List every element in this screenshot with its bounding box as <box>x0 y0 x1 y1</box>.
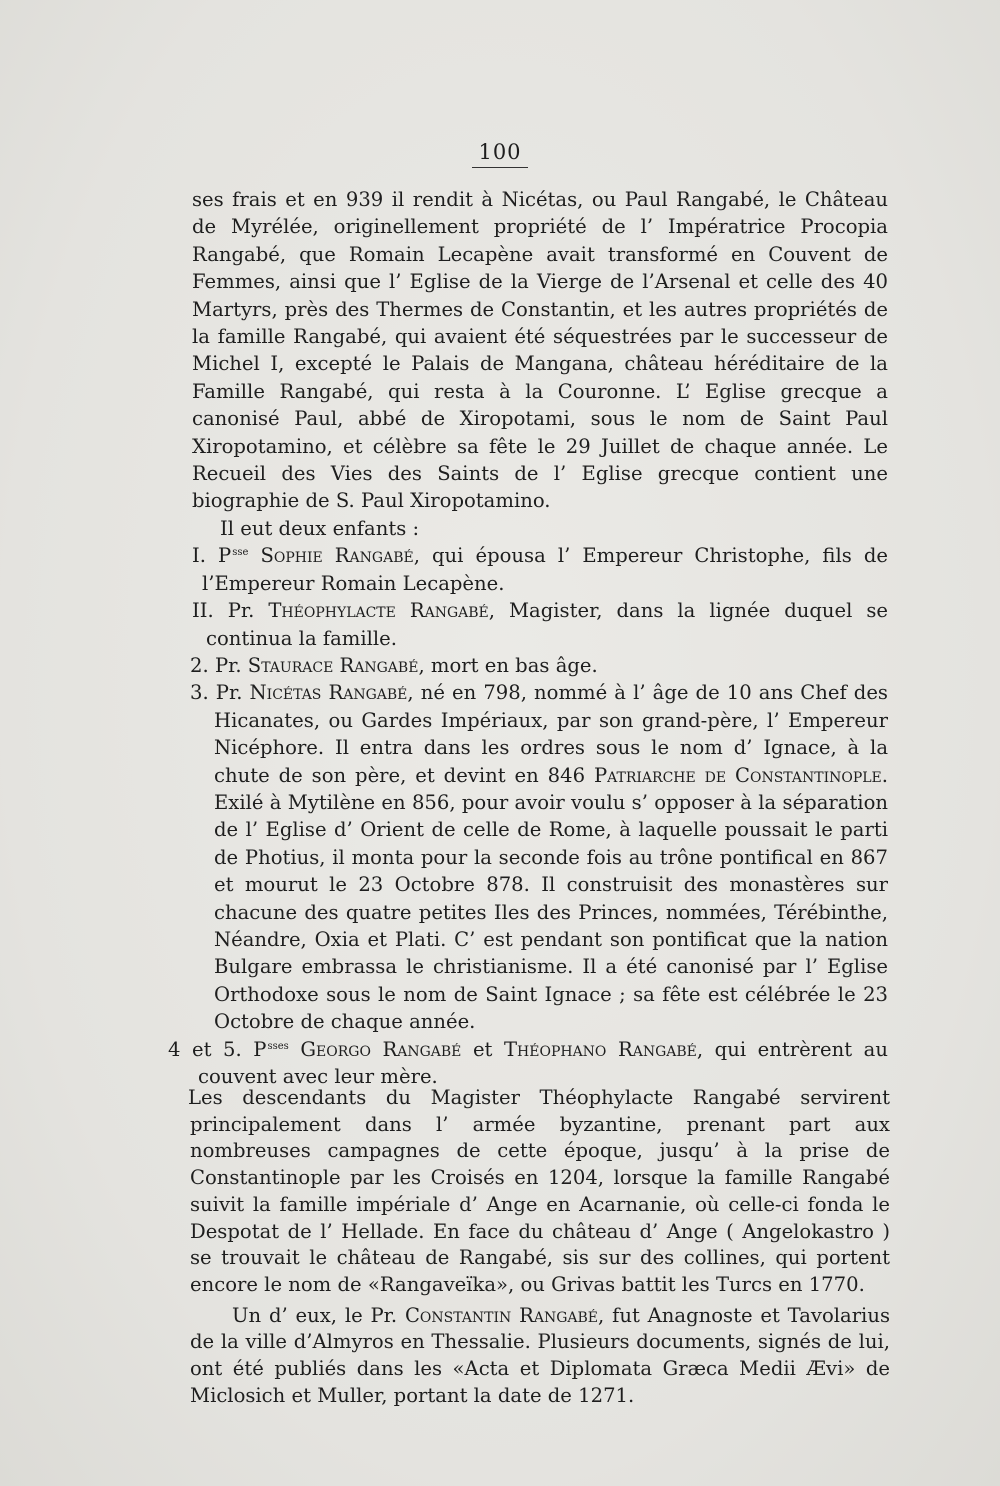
item-mark-4-5: 4 et 5. <box>168 1037 242 1061</box>
child-theophylacte-text: , Magister, dans la lignée duquel se continua la famille. <box>206 599 889 650</box>
name-nicetas: Nicétas Rangabé <box>249 681 408 705</box>
item-mark-2: 2. <box>190 653 209 677</box>
item-georgo-text: , qui entrèrent au couvent avec leur mère. <box>198 1037 888 1088</box>
name-georgo: Georgo Rangabé <box>300 1037 462 1061</box>
item-staurace-text: , mort en bas âge. <box>418 653 598 677</box>
page-number-rule <box>472 167 528 168</box>
item-georgo-theophano <box>168 1036 888 1091</box>
name-theophylacte: Théophylacte Rangabé <box>268 599 489 623</box>
child-sophie <box>164 542 888 597</box>
title-prince: Pr. <box>227 599 255 623</box>
title-prince: Pr. <box>215 681 243 705</box>
paragraph-descendants: Les descendants du Magister Théophylacte Rangabé servirent principalement dans l’ armée byzantine, prenant part aux nombreuses campagnes de cette époque, jusqu’ à la prise de Constantinople par les Croisés en 1204, lorsque la famille Rangabé suivit la famille impériale d’ Ange en Acarnanie, où celle-ci fonda le Despotat de l’ Hellade. En face du château d’ Ange ( Angelokastro ) se trouvait le château de Rangabé, sis sur des collines, qui portent encore le nom de «Rangaveïka», ou Grivas battit les Turcs en 1770. <box>188 1086 890 1296</box>
office-patriarch: Patriarche de Constantinople <box>593 763 882 787</box>
children-intro: Il eut deux enfants : <box>220 516 420 540</box>
joiner: et <box>461 1037 504 1061</box>
child-theophylacte <box>168 597 888 652</box>
title-princesses: P <box>253 1037 267 1061</box>
item-nicetas <box>192 679 888 1035</box>
constantin-text-b: , fut Anagnoste et Tavolarius de la ville d’Almyros en Thessalie. Plusieurs documents, signés de lui, ont été publiés dans les «Acta et Diplomata Græca Medii Ævi» de Miclosich et Muller, portant la date de 1271. <box>190 1303 890 1407</box>
paragraph-nicetas: ses frais et en 939 il rendit à Nicétas, ou Paul Rangabé, le Château de Myrélée, originellement propriété de l’ Impératrice Procopia Rangabé, que Romain Lecapène avait transformé en Couvent de Femmes, ainsi que l’ Eglise de la Vierge de l’Arsenal et celle des 40 Martyrs, près des Thermes de Constantin, et les autres propriétés de la famille Rangabé, qui avaient été séquestrées par le successeur de Michel I, excepté le Palais de Mangana, château héréditaire de la Famille Rangabé, qui resta à la Couronne. L’ Eglise grecque a canonisé Paul, abbé de Xiropotami, sous le nom de Saint Paul Xiropotamino, et célèbre sa fête le 29 Juillet de chaque année. Le Recueil des Vies des Saints de l’ Eglise grecque contient une biographie de S. Paul Xiropotamino. <box>192 188 888 513</box>
item-nicetas-text-a: , né en 798, nommé à l’ âge de 10 ans Chef des Hicanates, ou Gardes Impériaux, par son grand-père, l’ Empereur Nicéphore. Il entra dans les ordres sous le nom d’ Ignace, à la chute de son père, et devint en 846 <box>214 681 888 787</box>
name-constantin: Constantin Rangabé <box>404 1303 599 1327</box>
name-staurace: Staurace Rangabé <box>247 653 419 677</box>
child-mark-I: I. <box>192 544 206 568</box>
title-prince: Pr. <box>214 653 242 677</box>
item-mark-3: 3. <box>190 681 209 705</box>
child-sophie-text: , qui épousa l’ Empereur Christophe, fils de l’Empereur Romain Lecapène. <box>202 544 888 595</box>
name-theophano: Théophano Rangabé <box>503 1037 697 1061</box>
name-sophie: Sophie Rangabé <box>260 544 414 568</box>
item-nicetas-text-b: . Exilé à Mytilène en 856, pour avoir voulu s’ opposer à la séparation de l’ Eglise d’ Orient de celle de Rome, à laquelle poussait le parti de Photius, il monta pour la seconde fois au trône pontifical en 867 et mourut le 23 Octobre 878. Il construisit des monastères sur chacune des quatre petites Iles des Princes, nommées, Térébinthe, Néandre, Oxia et Plati. C’ est pendant son pontificat que la nation Bulgare embrassa le christianisme. Il a été canonisé par l’ Eglise Orthodoxe sous le nom de Saint Ignace ; sa fête est célébrée le 23 Octobre de chaque année. <box>214 763 888 1034</box>
paragraph-constantin <box>190 1303 890 1410</box>
title-sup: sses <box>267 1040 289 1052</box>
main-text-block <box>168 186 889 1090</box>
title-sup: sse <box>232 547 249 559</box>
lower-text-block <box>190 1085 890 1409</box>
item-staurace <box>190 652 888 679</box>
page-number: 100 <box>478 140 522 164</box>
child-mark-II: II. <box>192 599 214 623</box>
constantin-text-a: Un d’ eux, le Pr. <box>232 1303 405 1327</box>
title-princess: P <box>218 544 232 568</box>
